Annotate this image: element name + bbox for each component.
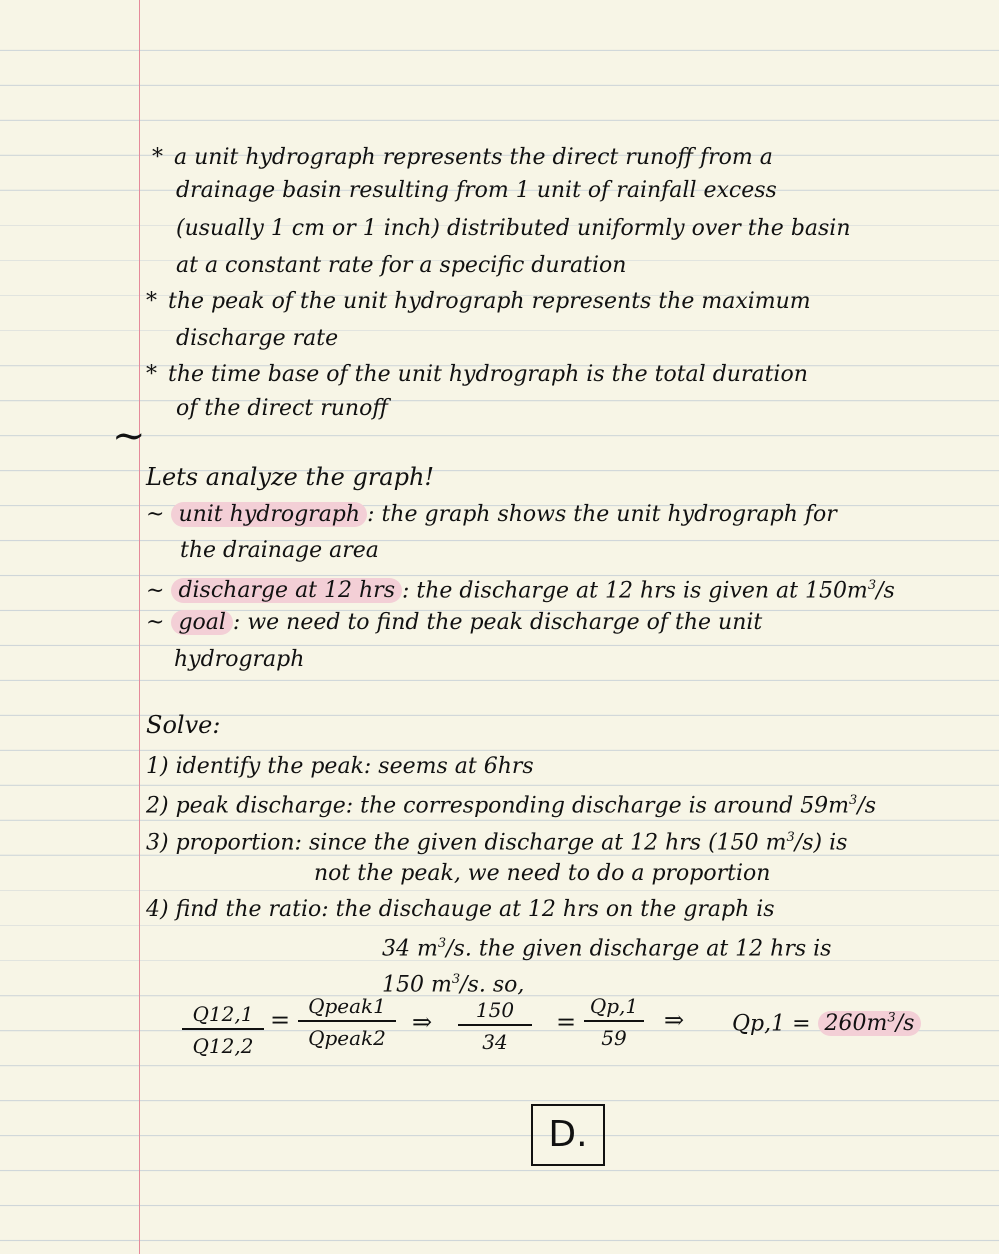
bullet-3-line-1: * the time base of the unit hydrograph is the total duration <box>146 362 808 387</box>
bullet-1-line-3: (usually 1 cm or 1 inch) distributed uniformly over the basin <box>176 216 851 241</box>
implies-arrow-1: ⇒ <box>412 1008 433 1036</box>
bullet-2-line-1: * the peak of the unit hydrograph represents the maximum <box>146 289 811 314</box>
solve-step-3: 3) proportion: since the given discharge at 12 hrs (150 $m^3/s$) is <box>146 830 848 856</box>
analysis-heading: Lets analyze the graph! <box>146 463 435 491</box>
solve-step-4-cont-1: 34 $m^3/s$. the given discharge at 12 hrs is <box>382 936 832 962</box>
highlight-unit-hydrograph: unit hydrograph <box>171 502 367 527</box>
analysis-item-1-cont: the drainage area <box>180 538 379 563</box>
solve-heading: Solve: <box>146 711 221 739</box>
margin-line <box>139 0 140 1254</box>
fraction-qp1-59: $\frac{Qp,1}{59}$ <box>584 994 644 1050</box>
equals-sign-1: = <box>270 1006 291 1034</box>
analysis-item-3-cont: hydrograph <box>174 647 305 672</box>
solve-step-4-cont-2: 150 $m^3/s$. so, <box>382 972 525 998</box>
bullet-1-line-1: * a unit hydrograph represents the direct runoff from a <box>152 145 773 170</box>
solve-step-3-cont: not the peak, we need to do a proportion <box>314 861 771 886</box>
highlight-goal: goal <box>171 610 232 635</box>
fraction-q12-ratio: $\frac{Q12,1}{Q12,2}$ <box>182 1002 264 1058</box>
implies-arrow-2: ⇒ <box>664 1006 685 1034</box>
equals-sign-2: = <box>556 1008 577 1036</box>
bullet-1-line-4: at a constant rate for a specific duration <box>176 253 627 278</box>
bullet-2-line-2: discharge rate <box>176 326 339 351</box>
analysis-item-3: ~ goal : we need to find the peak discharge of the unit <box>146 610 763 635</box>
answer-box: D. <box>531 1104 605 1166</box>
fraction-qpeak-ratio: Qpeak1 Qpeak2 <box>298 994 396 1050</box>
solve-step-1: 1) identify the peak: seems at 6hrs <box>146 754 534 779</box>
section-separator: ~ <box>112 413 146 459</box>
highlight-result: $260m^3/s$ <box>818 1011 922 1036</box>
fraction-150-34: $\frac{150}{34}$ <box>458 998 532 1054</box>
highlight-discharge-12hrs: discharge at 12 hrs <box>171 578 402 603</box>
solve-step-4: 4) find the ratio: the dischauge at 12 hrs on the graph is <box>146 897 775 922</box>
result: $Qp,1 = 260m^3/s$ <box>732 1004 921 1039</box>
analysis-item-1: ~ unit hydrograph : the graph shows the unit hydrograph for <box>146 502 837 527</box>
analysis-item-2: ~ discharge at 12 hrs : the discharge at 12 hrs is given at $150m^3/s$ <box>146 578 895 604</box>
bullet-1-line-2: drainage basin resulting from 1 unit of rainfall excess <box>176 178 777 203</box>
bullet-3-line-2: of the direct runoff <box>176 396 388 421</box>
solve-step-2: 2) peak discharge: the corresponding discharge is around $59m^3/s$ <box>146 793 877 819</box>
